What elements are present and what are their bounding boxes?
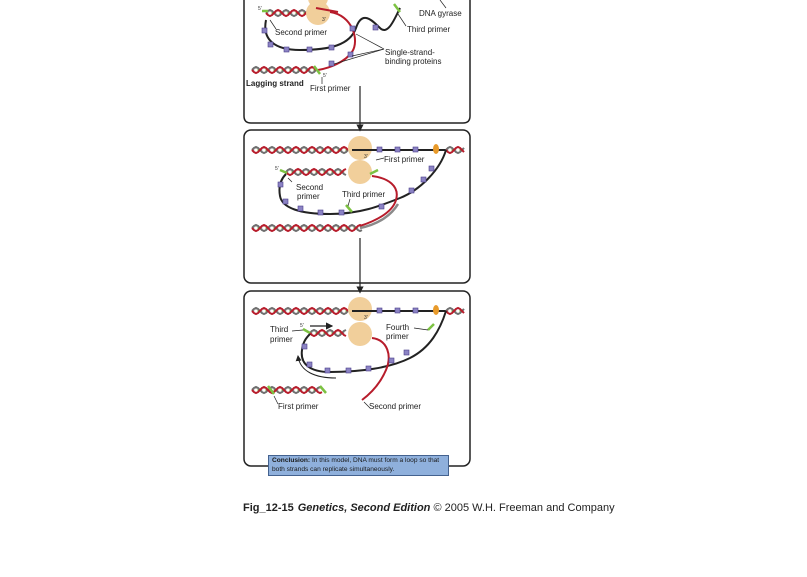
helix-bottom-p3 xyxy=(252,387,322,393)
conclusion-label: Conclusion: xyxy=(272,457,311,464)
helix-top-p2 xyxy=(252,147,348,153)
gyrase-p2 xyxy=(433,144,439,154)
ssb-label-line2: binding proteins xyxy=(385,57,442,66)
ssb-protein xyxy=(268,42,273,47)
third-primer-mark-p3 xyxy=(303,329,310,333)
first-primer-label-p1: First primer xyxy=(310,84,351,93)
three-prime-p2: 3' xyxy=(364,154,368,160)
ssb-protein xyxy=(409,188,414,193)
dna-gyrase-label: DNA gyrase xyxy=(419,9,462,18)
second-primer-label-p2-line2: primer xyxy=(297,192,320,201)
second-primer-label-p2-line1: Second xyxy=(296,183,324,192)
polymerase-p2-lower xyxy=(348,160,372,184)
ssb-protein xyxy=(346,368,351,373)
ssb-label-line1: Single-strand- xyxy=(385,48,435,57)
ssb-protein xyxy=(377,308,382,313)
helix-top-p1 xyxy=(266,10,310,16)
polymerase-p3-upper xyxy=(348,297,372,321)
ssb-protein xyxy=(366,366,371,371)
fourth-primer-mark-p3 xyxy=(428,324,434,330)
third-primer-label-p2: Third primer xyxy=(342,190,386,199)
ssb-protein xyxy=(283,199,288,204)
panel-1 xyxy=(244,0,470,123)
panel-3 xyxy=(244,291,470,466)
helix-bottom-p2 xyxy=(252,225,362,231)
ssb-protein xyxy=(429,166,434,171)
three-prime-p3: 3' xyxy=(364,315,368,321)
ssb-protein xyxy=(307,362,312,367)
helix-right-p2 xyxy=(446,147,464,153)
panel-2 xyxy=(244,130,470,283)
conclusion-box xyxy=(268,455,449,476)
ssb-protein xyxy=(329,45,334,50)
ssb-protein xyxy=(379,204,384,209)
ssb-protein xyxy=(318,210,323,215)
five-prime-p3: 5' xyxy=(300,323,304,329)
ssb-protein xyxy=(284,47,289,52)
ssb-protein xyxy=(389,358,394,363)
ssb-protein xyxy=(307,47,312,52)
first-primer-label-p3: First primer xyxy=(278,402,319,411)
ssb-protein xyxy=(413,308,418,313)
ssb-protein xyxy=(302,344,307,349)
third-primer-mark-p2 xyxy=(346,205,352,212)
polymerase-p3-lower xyxy=(348,322,372,346)
ssb-protein xyxy=(404,350,409,355)
third-primer-label: Third primer xyxy=(407,25,451,34)
helix-top-p3 xyxy=(252,308,348,314)
five-prime-p2: 5' xyxy=(275,166,279,172)
ssb-protein xyxy=(395,308,400,313)
five-prime-p1a: 5' xyxy=(258,6,262,12)
ssb-protein xyxy=(329,61,334,66)
figure-caption xyxy=(243,502,615,514)
book-title: Genetics, Second Edition xyxy=(297,502,431,514)
second-primer-mark-p2 xyxy=(280,170,287,173)
helix-lagging-p1 xyxy=(252,67,316,73)
ssb-protein xyxy=(377,147,382,152)
third-primer-label-p3-line1: Third xyxy=(270,325,289,334)
five-prime-p1b: 5' xyxy=(323,73,327,79)
ssb-protein xyxy=(262,28,267,33)
second-primer-label-p3: Second primer xyxy=(369,402,422,411)
ssb-protein xyxy=(421,177,426,182)
helix-right-p3 xyxy=(446,308,464,314)
fourth-primer-label-p3-line1: Fourth xyxy=(386,323,410,332)
ssb-protein xyxy=(395,147,400,152)
ssb-protein xyxy=(278,182,283,187)
figure-id: Fig_12-15 xyxy=(243,502,294,514)
first-primer-label-p2: First primer xyxy=(384,155,425,164)
ssb-protein xyxy=(325,368,330,373)
conclusion-text: In this model, DNA must form a loop so that both strands can replicate simultaneously. xyxy=(272,457,440,473)
lagging-strand-label: Lagging strand xyxy=(246,79,304,88)
three-prime-p1: 3' xyxy=(322,17,326,23)
fourth-primer-label-p3-line2: primer xyxy=(386,332,409,341)
ssb-protein xyxy=(298,206,303,211)
ssb-protein xyxy=(339,210,344,215)
ssb-protein xyxy=(373,25,378,30)
ssb-protein xyxy=(413,147,418,152)
gyrase-p3 xyxy=(433,305,439,315)
helix-mid-p3 xyxy=(310,330,346,336)
helix-mid-p2 xyxy=(286,169,346,175)
ssb-protein xyxy=(350,26,355,31)
lagging-loop-p3 xyxy=(302,311,446,372)
second-primer-label: Second primer xyxy=(275,28,328,37)
third-primer-label-p3-line2: primer xyxy=(270,335,293,344)
copyright: © 2005 W.H. Freeman and Company xyxy=(433,502,615,514)
polymerase-p2-upper xyxy=(348,136,372,160)
